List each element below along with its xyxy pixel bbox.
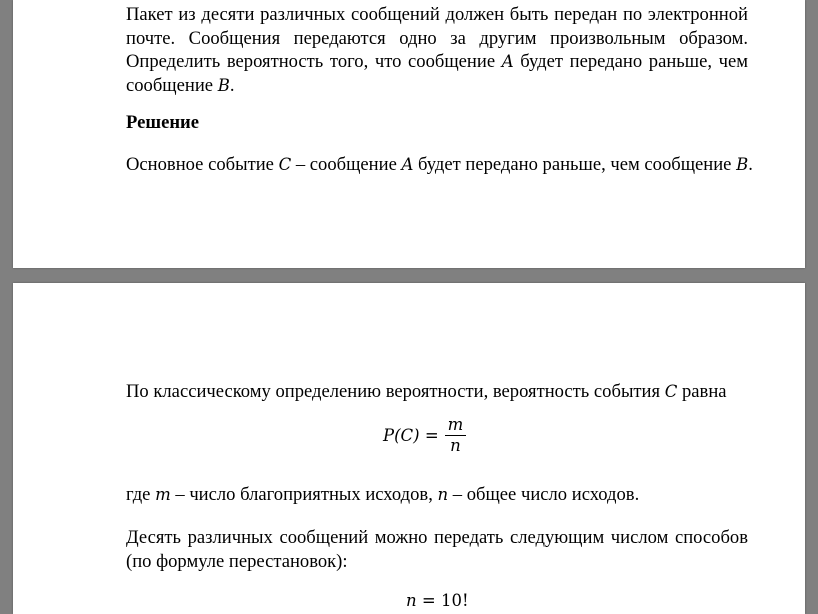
problem-line-4-pre: сообщение (126, 74, 218, 96)
problem-line-4-post: . (229, 74, 235, 96)
fraction (445, 415, 467, 456)
document-page-1 (13, 0, 805, 268)
probability-formula (383, 415, 466, 456)
where-post: – общее число исходов. (448, 484, 640, 505)
classic-def-pre: По классическому определению вероятности, вероятность события (126, 381, 665, 402)
var-a: A (501, 52, 514, 71)
basic-event-mid1: – сообщение (291, 154, 402, 175)
var-a: A (401, 155, 414, 174)
basic-event-mid2: будет передано раньше, чем сообщение (413, 154, 737, 175)
problem-line-1: Пакет из десяти различных сообщений должен быть передан по электронной (126, 4, 748, 25)
factorial-formula (406, 591, 469, 610)
permutation-line-2: (по формуле перестановок): (126, 550, 348, 572)
basic-event-pre: Основное событие (126, 154, 279, 175)
var-c: C (664, 382, 678, 401)
var-n: n (437, 485, 449, 504)
permutation-line-1: Десять различных сообщений можно передать следующим числом способов (126, 527, 748, 548)
permutation-text (126, 526, 748, 573)
problem-line-2: почте. Сообщения передаются одно за другим произвольным образом. (126, 27, 748, 49)
var-b: B (217, 75, 230, 95)
var-m: m (155, 485, 171, 504)
fraction-denominator: n (450, 436, 461, 456)
problem-statement (126, 3, 748, 97)
basic-event-text (126, 153, 753, 177)
var-c: C (278, 155, 292, 174)
fraction-numerator: m (447, 415, 464, 434)
problem-line-3-post: будет передано раньше, чем (513, 51, 748, 72)
document-page-2 (13, 283, 805, 614)
where-pre: где (126, 484, 156, 505)
problem-line-3-pre: Определить вероятность того, что сообщение (126, 51, 502, 72)
factorial-rest: = 10! (416, 591, 469, 610)
where-mid: – число благоприятных исходов, (170, 484, 438, 505)
solution-heading: Решение (126, 112, 199, 133)
var-b: B (736, 155, 749, 174)
basic-event-post: . (748, 154, 753, 175)
classic-definition-text (126, 380, 748, 404)
formula-lhs: P(C) = (383, 426, 439, 446)
classic-def-post: равна (677, 381, 727, 402)
var-n: n (406, 591, 417, 610)
where-text (126, 483, 748, 507)
